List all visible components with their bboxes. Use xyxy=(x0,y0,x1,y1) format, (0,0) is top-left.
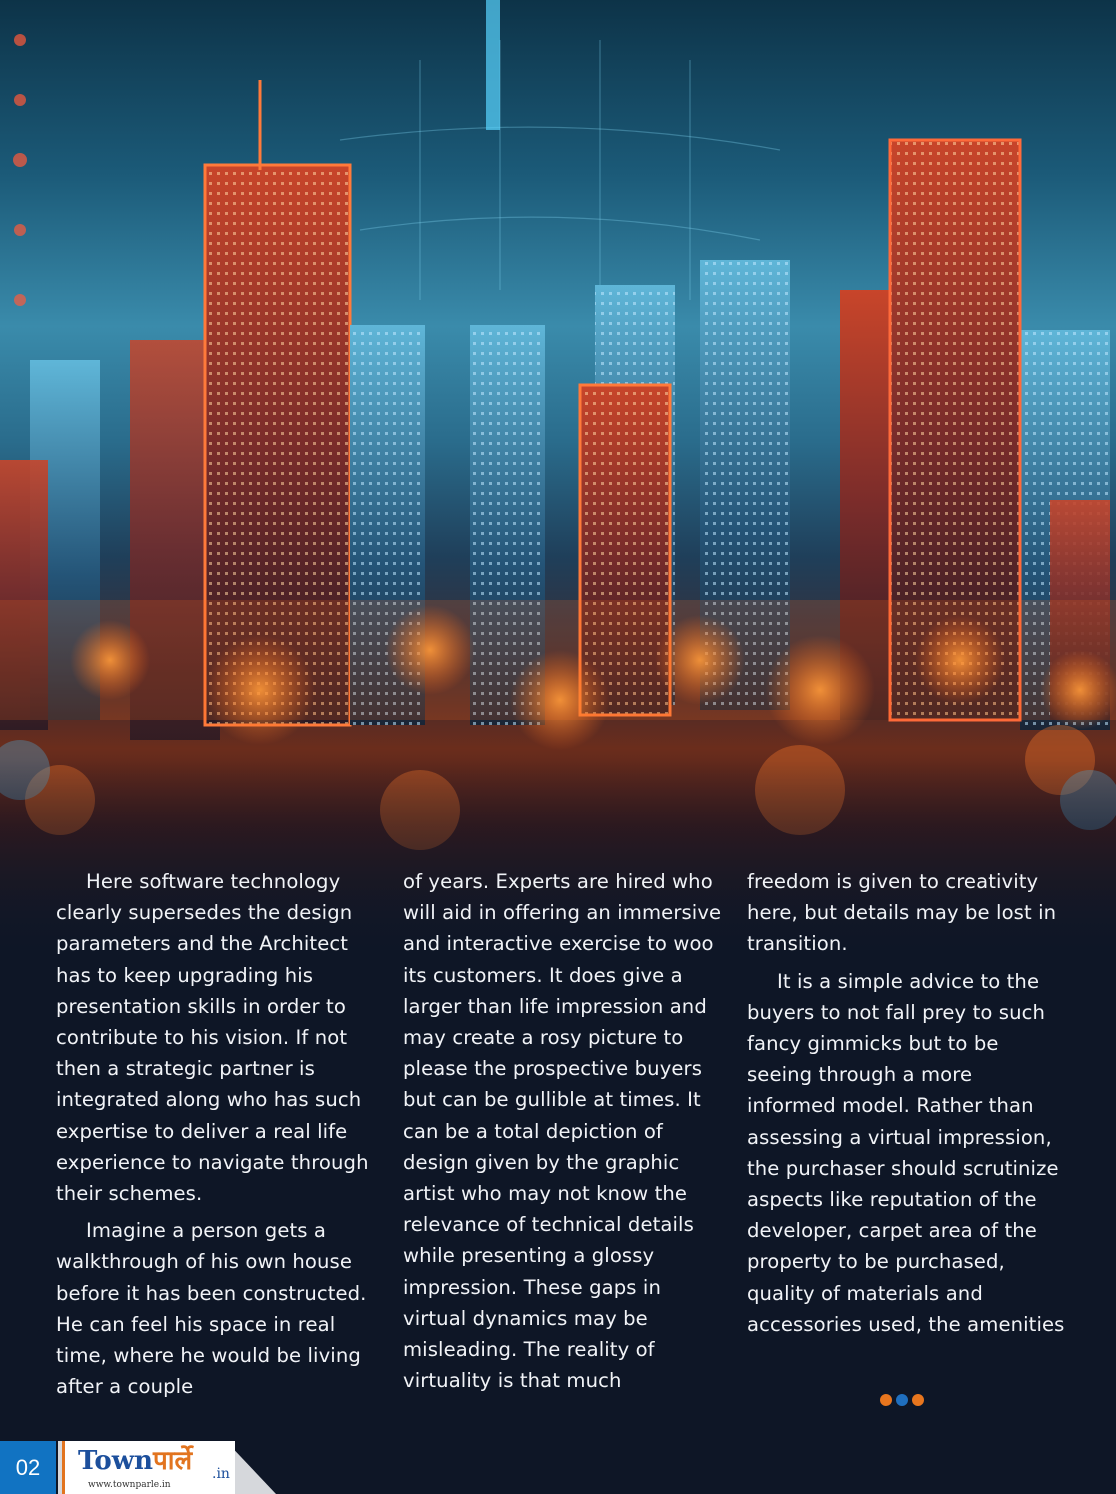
logo-hindi-text: पार्ले xyxy=(153,1446,193,1476)
article-column-1 xyxy=(56,866,374,1402)
brand-logo xyxy=(78,1446,192,1476)
article-column-2 xyxy=(403,866,725,1396)
continue-dot-2 xyxy=(896,1394,908,1406)
page-number: 02 xyxy=(0,1441,56,1494)
article-column-3 xyxy=(747,866,1065,1340)
paragraph-freedom-creativity: freedom is given to creativity here, but details may be lost in transition. xyxy=(747,870,1057,956)
paragraph-software-technology: Here software technology clearly supersedes the design parameters and the Architect has to keep upgrading his presentation skills in order to contribute to his vision. If not then a strategic partner is integrated along who has such expertise to deliver a real life experience to navigate through their schemes. xyxy=(56,870,369,1206)
logo-latin-text: Town xyxy=(78,1446,153,1476)
continued-dots xyxy=(880,1394,924,1406)
paragraph-simple-advice: It is a simple advice to the buyers to not fall prey to such fancy gimmicks but to be seeing through a more informed model. Rather than assessing a virtual impression, the purchaser should scrutinize aspects like reputation of the developer, carpet area of the property to be purchased, quality of materials and accessories used, the amenities xyxy=(747,969,1065,1336)
logo-tld: .in xyxy=(212,1466,230,1482)
paragraph-experts-hired: of years. Experts are hired who will aid in offering an immersive and interactive exercise to woo its customers. It does give a larger than life impression and may create a rosy picture to please the prospective buyers but can be gullible at times. It can be a total depiction of design given by the graphic artist who may not know the relevance of technical details while presenting a glossy impression. These gaps in virtual dynamics may be misleading. The reality of virtuality is that much xyxy=(403,870,722,1393)
paragraph-imagine-walkthrough: Imagine a person gets a walkthrough of his own house before it has been constructed. He can feel his space in real time, where he would be living after a couple xyxy=(56,1219,367,1399)
continue-dot-1 xyxy=(880,1394,892,1406)
logo-url: www.townparle.in xyxy=(88,1480,171,1490)
continue-dot-3 xyxy=(912,1394,924,1406)
